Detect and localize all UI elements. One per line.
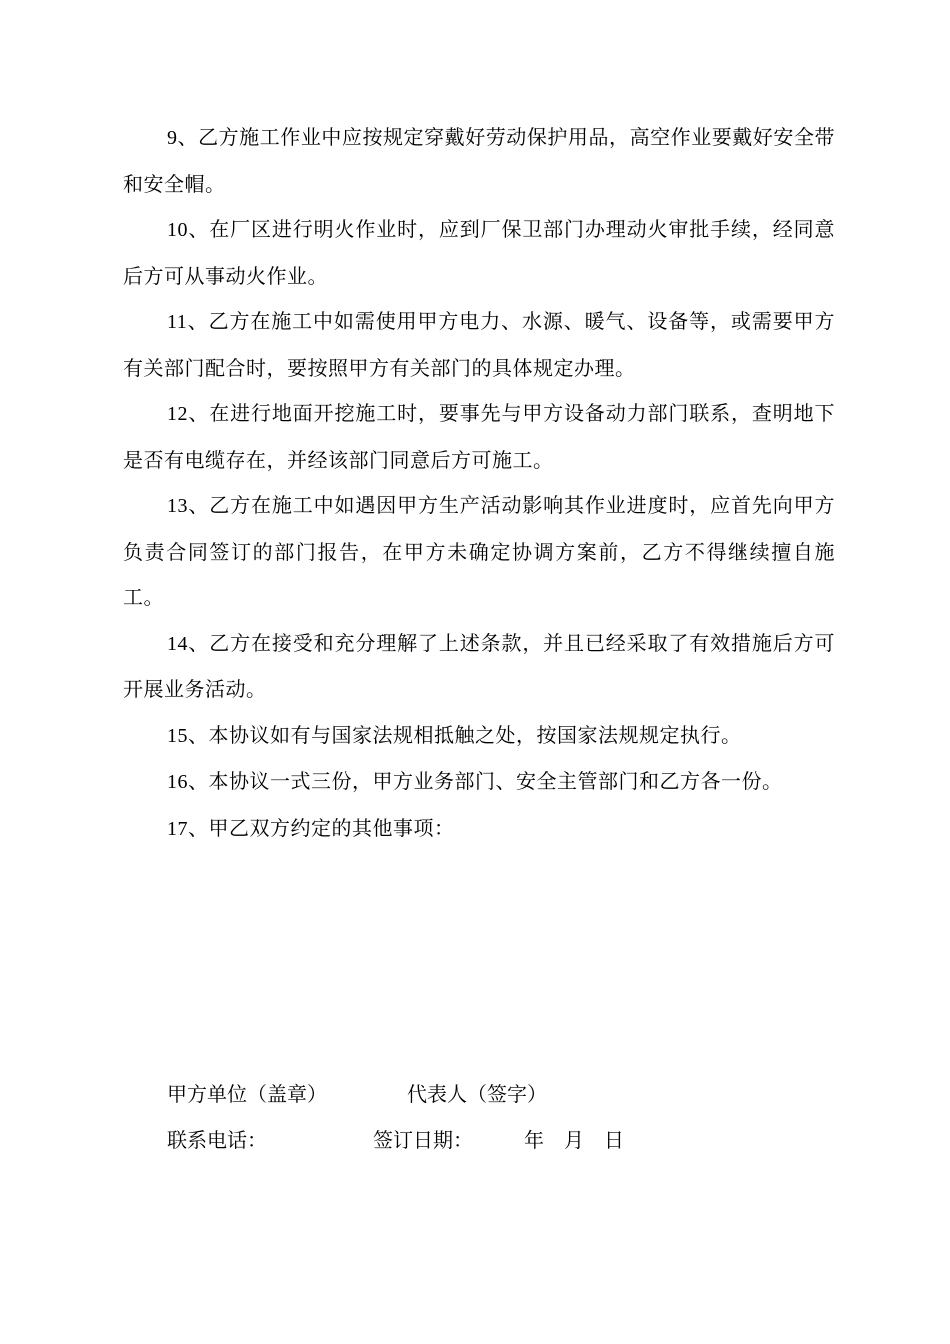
clause-17 [123, 806, 835, 853]
clause-13 [123, 483, 835, 621]
clause-text: 乙方施工作业中应按规定穿戴好劳动保护用品，高空作业要戴好安全带和安全帽。 [123, 125, 835, 196]
clause-number: 15 [167, 724, 188, 747]
day-label: 日 [604, 1128, 624, 1152]
clause-14 [123, 621, 835, 713]
clause-separator: 、 [188, 630, 210, 655]
clause-text: 本协议一式三份，甲方业务部门、安全主管部门和乙方各一份。 [208, 769, 783, 793]
clause-10 [123, 207, 835, 299]
clause-number: 11 [167, 311, 188, 333]
clause-text: 在进行地面开挖施工时，要事先与甲方设备动力部门联系，查明地下是否有电缆存在，并经该部门同意后方可施工。 [123, 401, 836, 472]
party-a-unit-label: 甲方单位（盖章） [167, 1082, 327, 1106]
clause-12 [123, 391, 835, 483]
clause-9 [123, 115, 835, 207]
clause-separator: 、 [188, 217, 210, 241]
clause-separator: 、 [188, 769, 209, 793]
clause-separator: 、 [188, 722, 209, 747]
clause-number: 10 [167, 219, 188, 241]
clause-number: 17 [167, 817, 188, 840]
clause-separator: 、 [188, 815, 209, 840]
clause-16 [123, 759, 835, 806]
clause-separator: 、 [188, 493, 210, 517]
clause-separator: 、 [188, 401, 210, 425]
clause-text: 本协议如有与国家法规相抵触之处，按国家法规规定执行。 [208, 722, 742, 747]
clause-number: 13 [167, 495, 188, 517]
clause-number: 14 [167, 632, 188, 655]
phone-label: 联系电话： [167, 1128, 267, 1152]
clause-number: 9 [167, 127, 178, 149]
sign-date-label: 签订日期： [373, 1128, 473, 1152]
clause-number: 16 [167, 771, 188, 793]
representative-label: 代表人（签字） [407, 1082, 547, 1106]
clause-text: 乙方在接受和充分理解了上述条款，并且已经采取了有效措施后方可开展业务活动。 [123, 630, 836, 701]
clause-separator: 、 [177, 125, 199, 149]
clause-number: 12 [167, 403, 188, 425]
clause-text: 乙方在施工中如遇因甲方生产活动影响其作业进度时，应首先向甲方负责合同签订的部门报告，在甲方未确定协调方案前，乙方不得继续擅自施工。 [123, 493, 836, 609]
clause-11 [123, 299, 835, 391]
clause-separator: 、 [187, 309, 209, 333]
clause-15 [123, 713, 835, 760]
clause-list [123, 115, 835, 852]
clause-text: 乙方在施工中如需使用甲方电力、水源、暖气、设备等，或需要甲方有关部门配合时，要按照甲方有关部门的具体规定办理。 [123, 309, 836, 380]
clause-text: 在厂区进行明火作业时，应到厂保卫部门办理动火审批手续，经同意后方可从事动火作业。 [123, 217, 836, 288]
year-label: 年 [524, 1128, 544, 1152]
month-label: 月 [564, 1128, 584, 1152]
clause-text: 甲乙双方约定的其他事项： [208, 815, 455, 840]
